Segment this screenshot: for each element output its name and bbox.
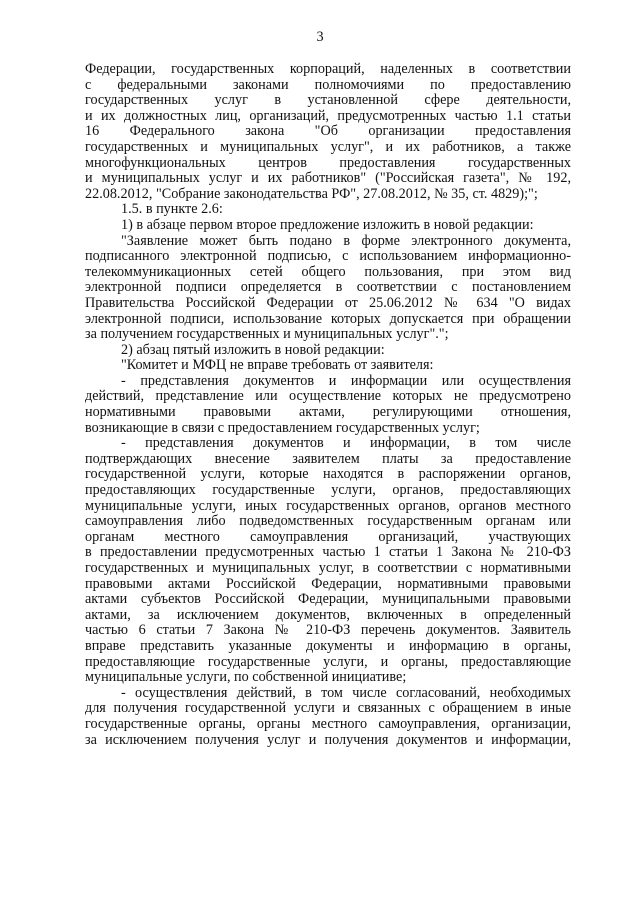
text-line: частью 6 статьи 7 Закона № 210-ФЗ перечень документов. Заявитель bbox=[85, 622, 571, 639]
text-line: "Заявление может быть подано в форме электронного документа, bbox=[121, 232, 571, 249]
text-line: предоставляющие государственные услуги, и органы, предоставляющие bbox=[85, 653, 571, 670]
text-line: для получения государственной услуги и связанных с обращением в иные bbox=[85, 700, 571, 717]
text-line: 16 Федерального закона "Об организации предоставления bbox=[85, 123, 571, 140]
paragraph-subclause-2: 2) абзац пятый изложить в новой редакции: bbox=[121, 341, 385, 358]
text-line: - осуществления действий, в том числе согласований, необходимых bbox=[121, 684, 571, 701]
text-line: муниципальные услуги, по собственной инициативе; bbox=[85, 669, 407, 686]
text-line: и их должностных лиц, организаций, предусмотренных частью 1.1 статьи bbox=[85, 107, 571, 124]
text-line: за исключением получения услуг и получения документов и информации, bbox=[85, 731, 571, 748]
text-line: подтверждающих внесение заявителем платы за предоставление bbox=[85, 450, 571, 467]
text-line: государственные органы, органы местного самоуправления, организации, bbox=[85, 715, 571, 732]
text-line: возникающие в связи с предоставлением государственных услуг; bbox=[85, 419, 480, 436]
text-line: предоставляющих государственные услуги, органов, предоставляющих bbox=[85, 482, 571, 499]
text-line: за получением государственных и муниципальных услуг"."; bbox=[85, 326, 449, 343]
paragraph-electronic-application bbox=[85, 234, 571, 343]
text-line: электронной подписи, использование которых допускается при обращении bbox=[85, 310, 571, 327]
paragraph-list-item-3 bbox=[85, 686, 571, 748]
text-line: актами, за исключением документов, включенных в определенный bbox=[85, 606, 571, 623]
text-line: нормативными правовыми актами, регулирующими отношения, bbox=[85, 404, 571, 421]
text-line: государственных и муниципальных услуг, в соответствии с нормативными bbox=[85, 560, 571, 576]
paragraph-list-item-1 bbox=[85, 374, 571, 436]
text-line: Федерации, государственных корпораций, наделенных в соответствии bbox=[85, 61, 571, 77]
text-line: Правительства Российской Федерации от 25.06.2012 № 634 "О видах bbox=[85, 294, 571, 311]
paragraph-federal-law-reference bbox=[85, 62, 571, 202]
text-line: с федеральными законами полномочиями по предоставлению bbox=[85, 76, 571, 93]
text-line: - представления документов и информации или осуществления bbox=[121, 372, 571, 389]
text-line: подписанного электронной подписью, с использованием информационно- bbox=[85, 248, 571, 265]
text-line: и муниципальных услуг и их работников" ("Российская газета", № 192, bbox=[85, 170, 571, 187]
text-line: муниципальные услуги, иных государственных органов, органов местного bbox=[85, 497, 571, 514]
text-line: самоуправления либо подведомственных государственным органам или bbox=[85, 513, 571, 530]
page-number: 3 bbox=[316, 29, 324, 45]
text-line: телекоммуникационных сетей общего пользования, при этом вид bbox=[85, 263, 571, 280]
text-line: государственных услуг в установленной сфере деятельности, bbox=[85, 92, 571, 109]
text-line: правовыми актами Российской Федерации, нормативными правовыми bbox=[85, 575, 571, 592]
text-line: вправе представить указанные документы и информацию в органы, bbox=[85, 637, 571, 654]
text-line: действий, представление или осуществление которых не предусмотрено bbox=[85, 388, 571, 405]
text-line: в предоставлении предусмотренных частью 1 статьи 1 Закона № 210-ФЗ bbox=[85, 544, 571, 561]
paragraph-clause-1-5: 1.5. в пункте 2.6: bbox=[121, 201, 223, 218]
text-line: многофункциональных центров предоставления государственных bbox=[85, 154, 571, 171]
text-line: 22.08.2012, "Собрание законодательства РФ", 27.08.2012, № 35, ст. 4829);"; bbox=[85, 185, 538, 202]
document-body bbox=[85, 62, 571, 748]
paragraph-committee-heading: "Комитет и МФЦ не вправе требовать от заявителя: bbox=[121, 357, 434, 374]
text-line: государственных и муниципальных услуг", и их работников, а также bbox=[85, 138, 571, 155]
text-line: электронной подписи определяется в соответствии с постановлением bbox=[85, 279, 571, 296]
paragraph-list-item-2 bbox=[85, 436, 571, 686]
text-line: - представления документов и информации, в том числе bbox=[121, 435, 571, 452]
paragraph-subclause-1: 1) в абзаце первом второе предложение изложить в новой редакции: bbox=[121, 216, 534, 233]
text-line: государственной услуги, которые находятся в распоряжении органов, bbox=[85, 466, 571, 483]
text-line: органам местного самоуправления организаций, участвующих bbox=[85, 528, 571, 545]
text-line: актами субъектов Российской Федерации, муниципальными правовыми bbox=[85, 591, 571, 608]
